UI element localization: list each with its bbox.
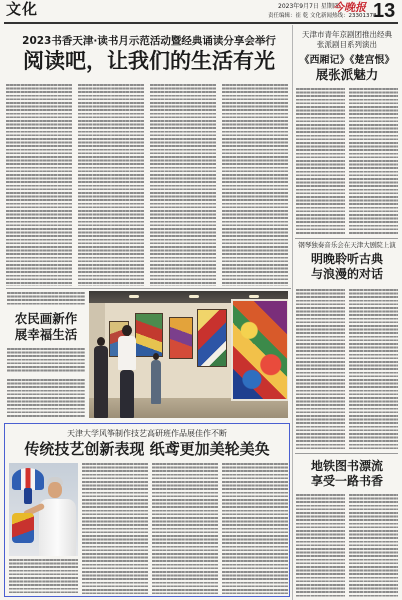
framed-painting bbox=[135, 313, 163, 357]
article-body-column bbox=[349, 88, 398, 234]
kite-article-kicker: 天津大学风筝制作技艺高研班作品展佳作不断 bbox=[67, 429, 227, 438]
column-divider bbox=[292, 25, 293, 600]
article-body-column bbox=[222, 84, 288, 286]
opera-headline: 展张派魅力 bbox=[315, 67, 379, 82]
section-title: 文化 bbox=[6, 0, 39, 18]
piano-headline: 明晚聆听古典 bbox=[310, 252, 383, 266]
framed-painting bbox=[197, 309, 227, 367]
metro-books-headline: 地铁图书漂流 bbox=[310, 459, 383, 473]
article-body-column bbox=[7, 292, 85, 306]
article-body-column bbox=[6, 84, 72, 286]
framed-painting bbox=[169, 317, 193, 359]
piano-kicker: 钢琴独奏音乐会在天津大剧院上演 bbox=[298, 241, 396, 249]
ceiling-light bbox=[129, 295, 139, 298]
main-article-headline: 阅读吧，让我们的生活有光 bbox=[23, 49, 275, 73]
section-rule bbox=[6, 288, 291, 289]
article-body-column bbox=[78, 84, 144, 286]
kite-body bbox=[24, 488, 32, 504]
visitor-body bbox=[118, 336, 136, 370]
article-body-column bbox=[349, 494, 398, 598]
person-face bbox=[48, 482, 62, 498]
folk-painting-headline: 农民画新作 bbox=[14, 311, 78, 326]
article-body-column bbox=[296, 494, 345, 598]
article-body-column bbox=[296, 289, 345, 449]
visitor-head bbox=[97, 337, 105, 346]
piano-headline: 与浪漫的对话 bbox=[310, 267, 383, 281]
main-article-kicker: 2023书香天津·读书月示范活动暨经典诵读分享会举行 bbox=[22, 35, 276, 47]
article-body-column bbox=[150, 84, 216, 286]
article-body-column bbox=[82, 463, 148, 594]
article-body-column bbox=[296, 88, 345, 234]
editor-line: 责任编辑：崔 乾 文化新闻热线：23301378 bbox=[268, 13, 377, 19]
article-body-column bbox=[349, 289, 398, 449]
visitor-head bbox=[153, 353, 159, 360]
kite-wing bbox=[12, 468, 44, 490]
folk-painting-headline: 展幸福生活 bbox=[14, 327, 78, 342]
issue-date: 2023年9月7日 星期四 bbox=[278, 3, 339, 10]
kite-article-headline: 传统技艺创新表现 纸鸢更加美轮美奂 bbox=[24, 440, 270, 458]
large-framed-painting bbox=[231, 299, 288, 401]
visitor-head bbox=[122, 325, 132, 336]
gallery-floor bbox=[89, 398, 288, 418]
section-rule bbox=[295, 453, 398, 454]
newspaper-logo: 今晚报 bbox=[333, 1, 366, 14]
photo-caption bbox=[9, 559, 78, 595]
article-body-column bbox=[152, 463, 218, 594]
metro-books-headline: 享受一路书香 bbox=[310, 474, 383, 488]
opera-kicker: 张派剧目系列演出 bbox=[317, 40, 377, 49]
person-shirt bbox=[39, 499, 76, 556]
page-number: 13 bbox=[373, 0, 396, 22]
ceiling-light bbox=[249, 295, 259, 298]
visitor-body bbox=[120, 370, 134, 418]
header-rule bbox=[4, 22, 398, 24]
visitor-body bbox=[151, 360, 161, 404]
gallery-photo bbox=[89, 291, 288, 418]
article-body-column bbox=[222, 463, 288, 594]
visitor-body bbox=[94, 346, 108, 418]
opera-headline: 《西厢记》《楚宫恨》 bbox=[299, 55, 395, 66]
kite-held bbox=[12, 513, 34, 543]
article-body-column bbox=[7, 379, 85, 418]
ceiling-light bbox=[189, 295, 199, 298]
section-rule bbox=[295, 238, 398, 239]
article-body-column bbox=[7, 348, 85, 373]
opera-kicker: 天津市青年京剧团推出经典 bbox=[302, 30, 392, 39]
kite-maker-photo bbox=[9, 463, 78, 556]
